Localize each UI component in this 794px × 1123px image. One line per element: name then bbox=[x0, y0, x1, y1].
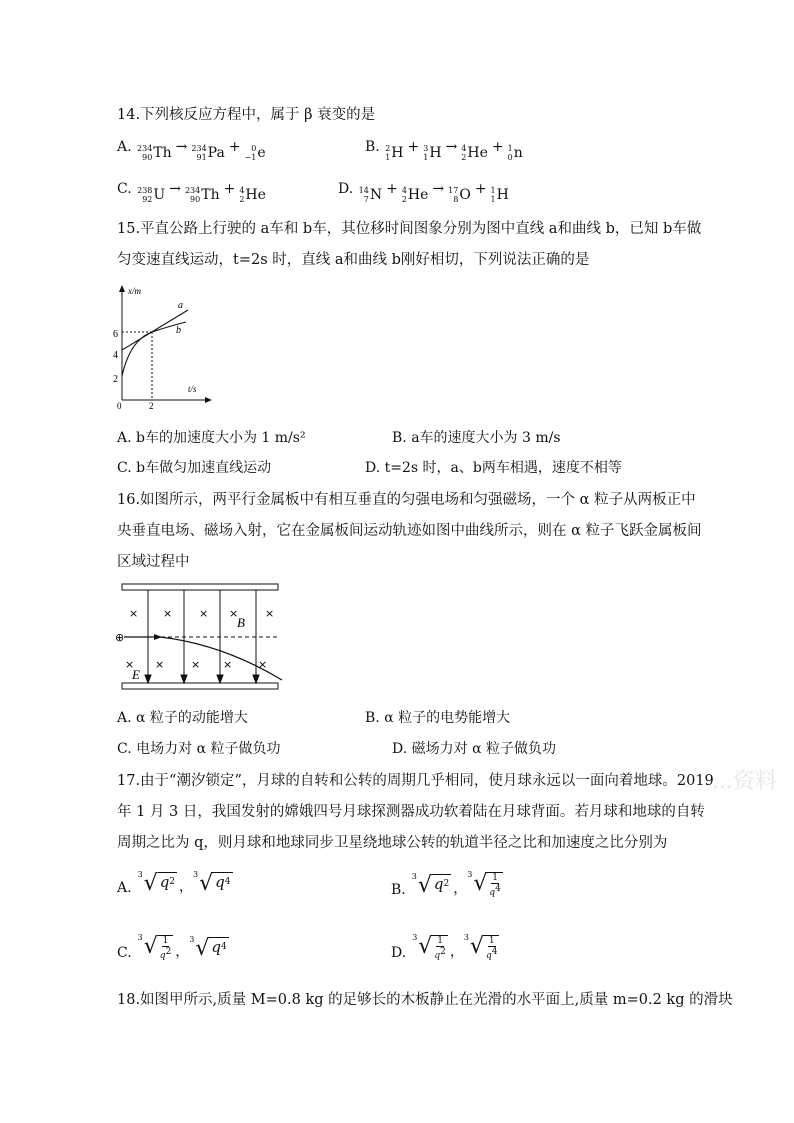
atomic-number: 90 bbox=[190, 195, 201, 204]
q15-stem-line2: 匀变速直线运动，t=2s 时，直线 a和曲线 b刚好相切，下列说法正确的是 bbox=[117, 252, 590, 268]
velocity-arrow bbox=[154, 634, 162, 640]
nuclide bbox=[191, 144, 224, 162]
plus-sign: + bbox=[223, 181, 236, 197]
plus-sign: + bbox=[228, 139, 241, 155]
atomic-number: 1 bbox=[490, 195, 496, 204]
q15-option-a: A. b车的加速度大小为 1 m/s² bbox=[117, 430, 306, 446]
plus-sign: + bbox=[491, 139, 504, 155]
q17-option-b: B. 3 √ q 2 ， 3 √ $\frac{1}{q^4}$ bbox=[391, 870, 501, 898]
svg-text:×: × bbox=[265, 607, 275, 620]
atomic-number: 1 bbox=[385, 153, 391, 162]
watermark: ...资料 bbox=[712, 769, 777, 794]
q16-option-d: D. 磁场力对 α 粒子做负功 bbox=[392, 741, 556, 757]
q16-option-c: C. 电场力对 α 粒子做负功 bbox=[117, 741, 281, 757]
svg-text:×: × bbox=[258, 658, 268, 671]
reaction-arrow: → bbox=[445, 139, 458, 155]
upper-plate bbox=[122, 584, 278, 590]
q14-option-a: A. 234 90 Th → 234 91 Pa + 0 −1 e bbox=[117, 139, 266, 162]
q17-stem-line1: 17.由于“潮汐锁定”，月球的自转和公转的周期几乎相同，使月球永远以一面向着地球。2019 bbox=[117, 773, 714, 789]
q15-stem-line1: 15.平直公路上行驶的 a车和 b车，其位移时间图象分别为图中直线 a和曲线 b，已知 b车做 bbox=[117, 221, 702, 237]
mass-number: 1 bbox=[490, 186, 496, 195]
mass-number: 234 bbox=[191, 144, 207, 153]
svg-text:×: × bbox=[199, 607, 209, 620]
plus-sign: + bbox=[474, 181, 487, 197]
q15-xt-graph bbox=[108, 282, 218, 412]
x-tick-2: 2 bbox=[149, 401, 154, 411]
element-symbol: O bbox=[459, 187, 471, 203]
q18-stem-line1: 18.如图甲所示,质量 M=0.8 kg 的足够长的木板静止在光滑的水平面上,质量 m=0.2 kg 的滑块 bbox=[117, 992, 733, 1008]
atomic-number: 7 bbox=[363, 195, 369, 204]
element-symbol: H bbox=[496, 187, 509, 203]
mass-number: 14 bbox=[358, 186, 369, 195]
element-symbol: Pa bbox=[207, 145, 225, 161]
reaction-arrow: → bbox=[175, 139, 188, 155]
mass-number: 4 bbox=[239, 186, 245, 195]
y-tick-6: 6 bbox=[113, 329, 118, 340]
alpha-particle: ⊕ bbox=[115, 631, 125, 644]
origin-label: 0 bbox=[117, 401, 122, 411]
x-axis-label: t/s bbox=[188, 384, 197, 394]
b-field-label: B bbox=[237, 615, 245, 630]
reaction-arrow: → bbox=[432, 181, 445, 197]
magnetic-field-crosses bbox=[125, 607, 274, 671]
y-tick-4: 4 bbox=[113, 350, 118, 361]
q14-option-b: B. 2 1 H + 3 1 H → 4 2 He + 1 0 n bbox=[365, 139, 523, 162]
element-symbol: H bbox=[429, 145, 442, 161]
element-symbol: He bbox=[467, 145, 488, 161]
y-axis-label: x/m bbox=[128, 286, 141, 296]
nuclide bbox=[245, 144, 266, 162]
nuclide bbox=[448, 186, 471, 204]
mass-number: 2 bbox=[385, 144, 391, 153]
element-symbol: Th bbox=[153, 145, 172, 161]
atomic-number: 1 bbox=[423, 153, 429, 162]
mass-number: 4 bbox=[461, 144, 467, 153]
q17-option-a: A. 3 √ q 2 ， 3 √ q 4 bbox=[117, 870, 231, 896]
element-symbol: He bbox=[407, 187, 429, 203]
svg-text:×: × bbox=[191, 658, 201, 671]
svg-text:×: × bbox=[223, 658, 233, 671]
mass-number: 234 bbox=[184, 186, 201, 195]
mass-number: 3 bbox=[423, 144, 429, 153]
x-axis-arrow bbox=[205, 397, 212, 403]
element-symbol: N bbox=[369, 187, 383, 203]
atomic-number: 90 bbox=[142, 153, 153, 162]
plus-sign: + bbox=[386, 181, 398, 197]
q16-stem-line1: 16.如图所示，两平行金属板中有相互垂直的匀强电场和匀强磁场，一个 α 粒子从两板正中 bbox=[117, 492, 696, 508]
nuclide bbox=[359, 186, 382, 204]
cbrt-one-over-q-squared: 3 √ $\frac{1}{q^2}$ bbox=[137, 933, 172, 961]
svg-text:×: × bbox=[163, 607, 173, 620]
atomic-number: −1 bbox=[244, 153, 257, 162]
q17-option-c: C. 3 √ $\frac{1}{q^2}$ ， 3 √ q 4 bbox=[117, 933, 227, 961]
reaction-arrow: → bbox=[169, 181, 181, 197]
mass-number: 234 bbox=[137, 144, 153, 153]
atomic-number: 91 bbox=[196, 153, 207, 162]
element-symbol: He bbox=[245, 187, 266, 203]
svg-text:×: × bbox=[129, 607, 139, 620]
nuclide bbox=[385, 144, 403, 162]
atomic-number: 2 bbox=[239, 195, 245, 204]
q14-option-c: C. 238 92 U → 234 90 Th + 4 2 He bbox=[117, 181, 266, 204]
y-axis-arrow bbox=[119, 285, 125, 292]
cbrt-one-over-q-squared: 3 √ $\frac{1}{q^2}$ bbox=[412, 933, 446, 961]
mass-number: 4 bbox=[401, 186, 407, 195]
nuclide bbox=[137, 186, 165, 204]
q17-option-d: D. 3 √ $\frac{1}{q^2}$ ， 3 √ $\frac{1}{q^4}$ bbox=[391, 933, 498, 961]
nuclide bbox=[185, 186, 220, 204]
cbrt-q-fourth: 3 √ q 4 bbox=[193, 870, 231, 896]
q14-option-d: D. 14 7 N + 4 2 He → 17 8 O + 1 1 H bbox=[338, 181, 509, 204]
atomic-number: 92 bbox=[142, 195, 153, 204]
q17-stem-line3: 周期之比为 q，则月球和地球同步卫星绕地球公转的轨道半径之比和加速度之比分别为 bbox=[117, 835, 668, 851]
q15-option-d: D. t=2s 时，a、b两车相遇，速度不相等 bbox=[365, 460, 622, 476]
mass-number: 17 bbox=[448, 186, 459, 195]
line-a-label: a bbox=[178, 300, 183, 311]
element-symbol: Th bbox=[201, 187, 220, 203]
svg-text:×: × bbox=[155, 658, 165, 671]
q16-option-b: B. α 粒子的电势能增大 bbox=[365, 710, 511, 726]
e-field-label: E bbox=[132, 667, 140, 682]
cbrt-q-fourth: 3 √ q 4 bbox=[189, 935, 227, 961]
q16-stem-line2: 央垂直电场、磁场入射，它在金属板间运动轨迹如图中曲线所示，则在 α 粒子飞跃金属板间 bbox=[117, 523, 702, 539]
mass-number: 238 bbox=[137, 186, 153, 195]
cbrt-one-over-q-fourth: 3 √ $\frac{1}{q^4}$ bbox=[467, 870, 501, 898]
atomic-number: 2 bbox=[461, 153, 467, 162]
plus-sign: + bbox=[407, 139, 420, 155]
nuclide bbox=[461, 144, 488, 162]
q15-option-c: C. b车做匀加速直线运动 bbox=[117, 460, 272, 476]
curve-b-label: b bbox=[176, 325, 181, 336]
q14-stem: 14.下列核反应方程中，属于 β 衰变的是 bbox=[117, 107, 376, 123]
svg-text:×: × bbox=[229, 607, 239, 620]
atomic-number: 8 bbox=[453, 195, 459, 204]
nuclide bbox=[508, 144, 523, 162]
nuclide bbox=[137, 144, 172, 162]
element-symbol: U bbox=[153, 187, 166, 203]
mass-number: 0 bbox=[251, 144, 257, 153]
q17-stem-line2: 年 1 月 3 日，我国发射的嫦娥四号月球探测器成功软着陆在月球背面。若月球和地球的自转 bbox=[117, 804, 705, 820]
element-symbol: n bbox=[513, 145, 523, 161]
cbrt-q-squared: 3 √ q 2 bbox=[137, 870, 176, 896]
q16-stem-line3: 区域过程中 bbox=[117, 554, 190, 570]
element-symbol: H bbox=[391, 145, 404, 161]
nuclide bbox=[491, 186, 509, 204]
lower-plate bbox=[122, 683, 278, 689]
q15-option-b: B. a车的速度大小为 3 m/s bbox=[392, 430, 561, 446]
mass-number: 1 bbox=[507, 144, 513, 153]
cbrt-q-squared: 3 √ q 2 bbox=[411, 872, 450, 898]
cbrt-one-over-q-fourth: 3 √ $\frac{1}{q^4}$ bbox=[463, 933, 498, 961]
nuclide bbox=[402, 186, 429, 204]
q16-option-a: A. α 粒子的动能增大 bbox=[117, 710, 248, 726]
element-symbol: e bbox=[257, 145, 266, 161]
nuclide bbox=[239, 186, 266, 204]
atomic-number: 0 bbox=[507, 153, 513, 162]
y-tick-2: 2 bbox=[113, 374, 118, 385]
svg-text:×: × bbox=[125, 658, 135, 671]
nuclide bbox=[423, 144, 441, 162]
atomic-number: 2 bbox=[401, 195, 407, 204]
q16-field-diagram bbox=[112, 580, 292, 695]
